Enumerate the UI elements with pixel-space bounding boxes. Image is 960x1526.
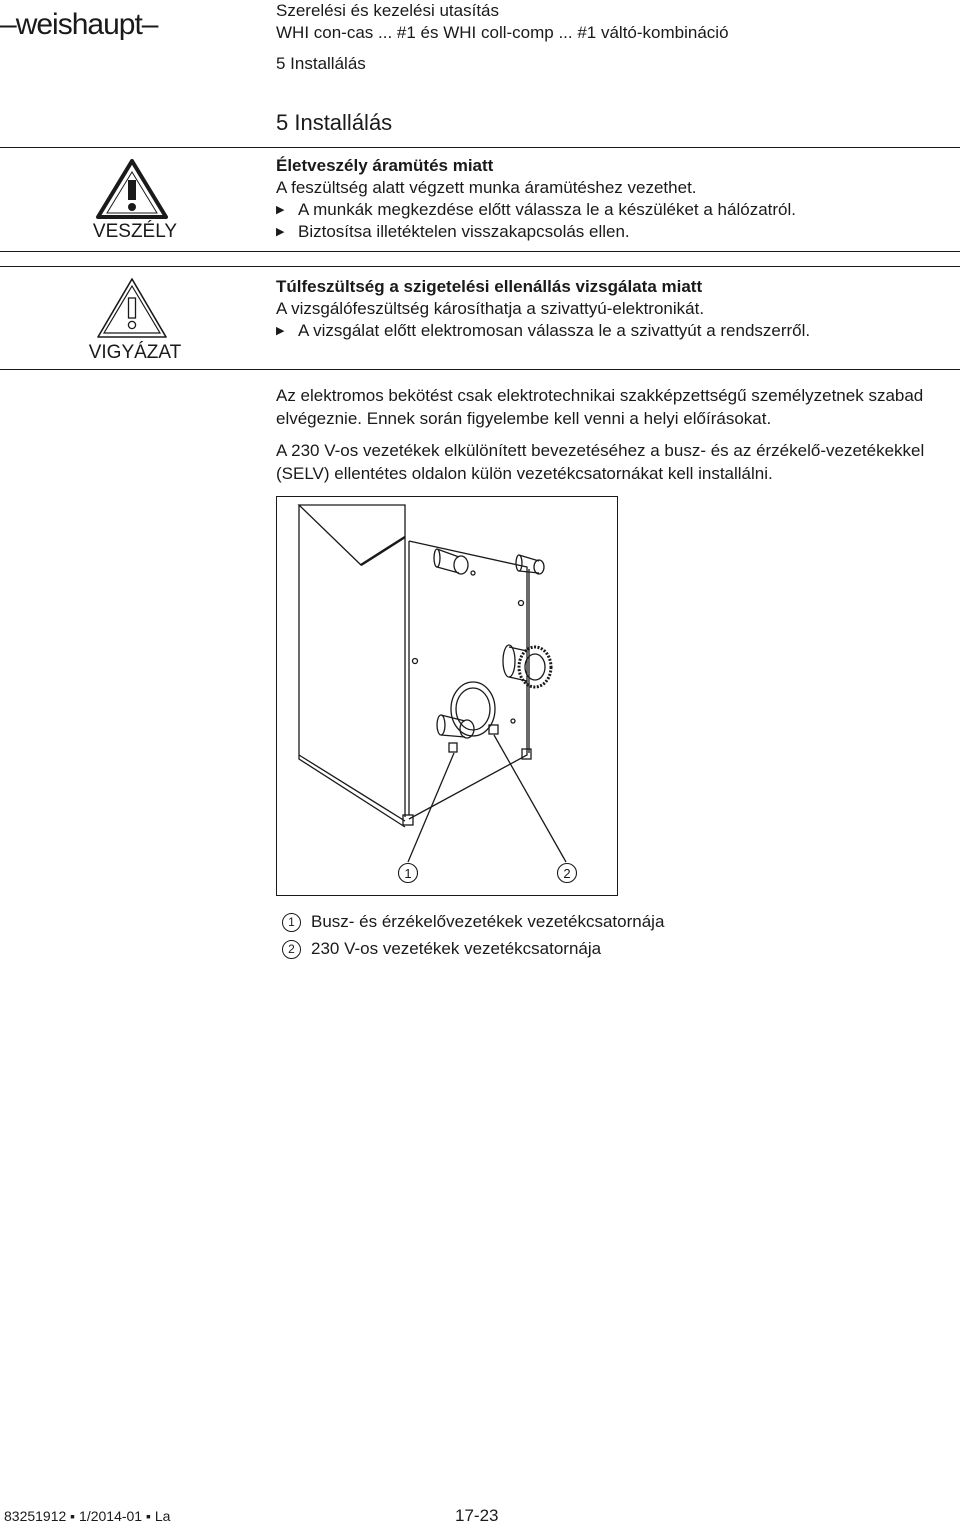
- legend-text: Busz- és érzékelővezetékek vezetékcsatornája: [311, 912, 665, 931]
- caution-label: VIGYÁZAT: [88, 342, 182, 363]
- divider: [0, 266, 960, 267]
- section-title: 5 Installálás: [276, 110, 393, 135]
- doc-title: Szerelési és kezelési utasítás: [276, 1, 499, 20]
- figure-callout-1: 1: [404, 866, 412, 881]
- caution-content: [276, 276, 946, 342]
- divider: [0, 369, 960, 370]
- danger-warning-icon: [96, 158, 168, 220]
- danger-text: A feszültség alatt végzett munka áramütéshez vezethet.: [276, 178, 697, 197]
- page-number: 17-23: [455, 1506, 499, 1525]
- paragraph: A 230 V-os vezetékek elkülönített bevezetéséhez a busz- és az érzékelő-vezetékekkel (SELV) ellentétes oldalon külön vezetékcsatornákat kell installálni.: [276, 441, 925, 483]
- logo-text: weishaupt: [15, 8, 142, 41]
- danger-bullet: ▶ Biztosítsa illetéktelen visszakapcsolás ellen.: [276, 221, 946, 243]
- header-section: 5 Installálás: [276, 54, 366, 73]
- footer-doc-code: 83251912 ▪ 1/2014-01 ▪ La: [4, 1508, 171, 1524]
- legend-item: [282, 912, 664, 932]
- danger-bullet: ▶ A munkák megkezdése előtt válassza le a készüléket a hálózatról.: [276, 199, 946, 221]
- paragraph: Az elektromos bekötést csak elektrotechnikai szakképzettségű személyzetnek szabad elvégeznie. Ennek során figyelembe kell venni a helyi előírásokat.: [276, 386, 924, 428]
- legend-text: 230 V-os vezetékek vezetékcsatornája: [311, 939, 602, 958]
- figure-callout-2: 2: [563, 866, 571, 881]
- divider: [0, 251, 960, 252]
- installation-figure: [276, 496, 618, 896]
- caution-text: A vizsgálófeszültség károsíthatja a szivattyú-elektronikát.: [276, 299, 705, 318]
- danger-label: VESZÉLY: [92, 221, 178, 242]
- legend-item: [282, 939, 601, 959]
- danger-content: [276, 155, 946, 243]
- caution-title: Túlfeszültség a szigetelési ellenállás vizsgálata miatt: [276, 277, 703, 296]
- doc-subtitle: WHI con-cas ... #1 és WHI coll-comp ... #1 váltó-kombináció: [276, 23, 729, 42]
- brand-logo: –weishaupt–: [0, 8, 158, 41]
- boiler-drawing: [277, 497, 617, 895]
- caution-bullet: ▶ A vizsgálat előtt elektromosan válassza le a szivattyút a rendszerről.: [276, 320, 946, 342]
- caution-warning-icon: [96, 276, 168, 340]
- danger-title: Életveszély áramütés miatt: [276, 156, 494, 175]
- divider: [0, 147, 960, 148]
- legend-number: 1: [282, 913, 301, 932]
- legend-number: 2: [282, 940, 301, 959]
